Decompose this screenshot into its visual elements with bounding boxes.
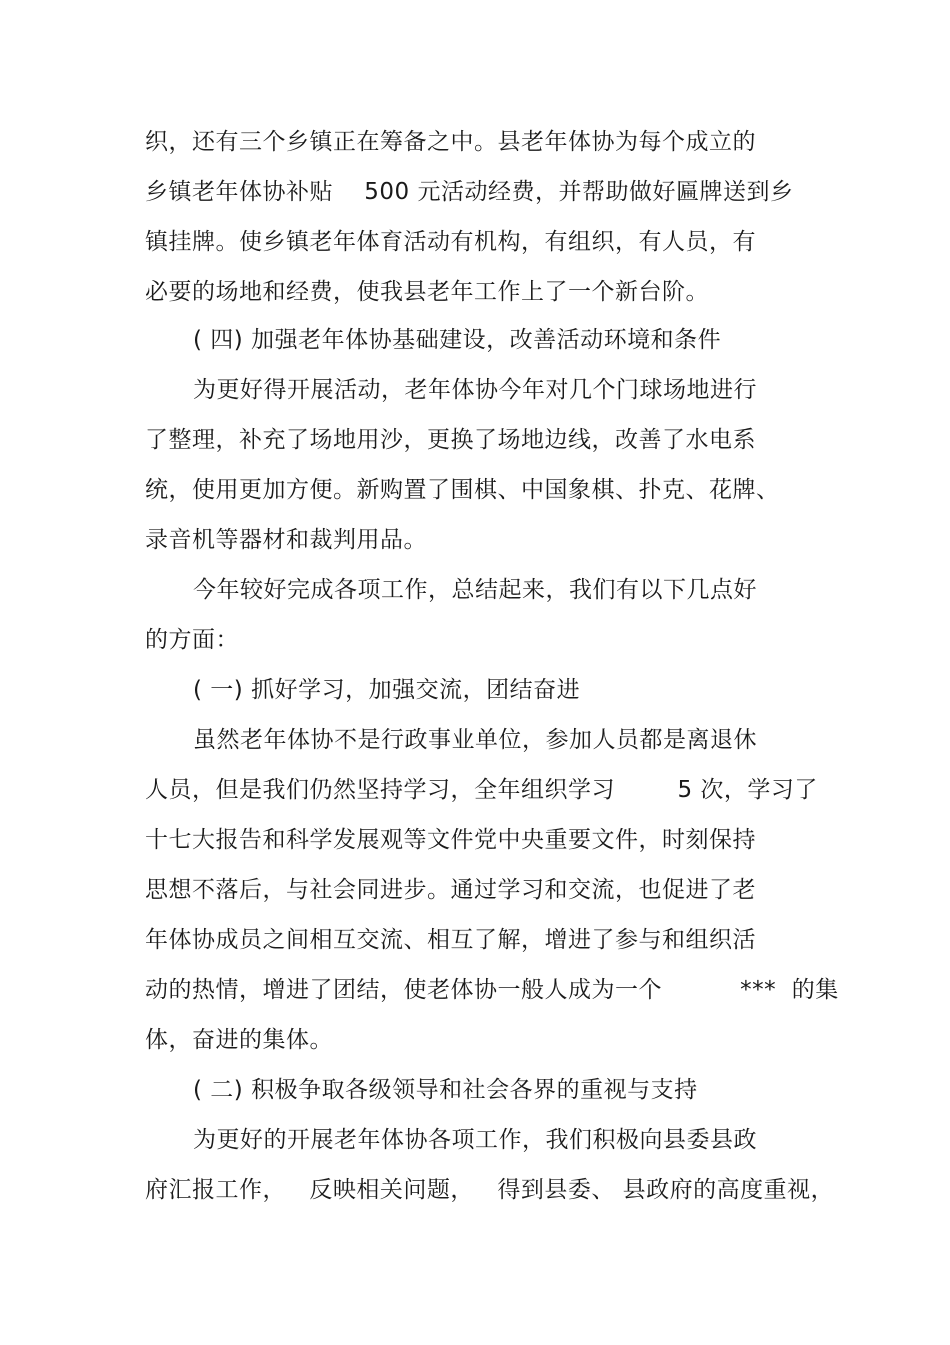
text-line-14: 人员，但是我们仍然坚持学习，全年组织学习 5 次，学习了 xyxy=(145,777,818,803)
text-line-21: 为更好的开展老年体协各项工作，我们积极向县委县政 xyxy=(193,1127,757,1153)
text-line-6: 为更好得开展活动，老年体协今年对几个门球场地进行 xyxy=(193,377,757,403)
text-line-16: 思想不落后，与社会同进步。通过学习和交流，也促进了老 xyxy=(145,877,756,903)
text-line-1: 织，还有三个乡镇正在筹备之中。县老年体协为每个成立的 xyxy=(145,129,756,155)
section-heading-1: ( 一) 抓好学习，加强交流，团结奋进 xyxy=(193,677,581,703)
text-line-10: 今年较好完成各项工作，总结起来，我们有以下几点好 xyxy=(193,577,757,603)
text-line-3: 镇挂牌。使乡镇老年体育活动有机构，有组织，有人员，有 xyxy=(145,229,756,255)
text-line-13: 虽然老年体协不是行政事业单位，参加人员都是离退休 xyxy=(193,727,757,753)
text-line-19: 体，奋进的集体。 xyxy=(145,1027,333,1053)
section-heading-4: ( 四) 加强老年体协基础建设，改善活动环境和条件 xyxy=(193,327,722,353)
text-line-8: 统，使用更加方便。新购置了围棋、中国象棋、扑克、花牌、 xyxy=(145,477,780,503)
text-line-17: 年体协成员之间相互交流、相互了解，增进了参与和组织活 xyxy=(145,927,756,953)
text-line-11: 的方面： xyxy=(145,627,239,653)
text-line-15: 十七大报告和科学发展观等文件党中央重要文件，时刻保持 xyxy=(145,827,756,853)
text-line-2: 乡镇老年体协补贴 500 元活动经费，并帮助做好匾牌送到乡 xyxy=(145,179,794,205)
text-line-7: 了整理，补充了场地用沙，更换了场地边线，改善了水电系 xyxy=(145,427,756,453)
text-line-9: 录音机等器材和裁判用品。 xyxy=(145,527,427,553)
text-line-22: 府汇报工作， 反映相关问题， 得到县委、 县政府的高度重视， xyxy=(145,1177,835,1203)
text-line-18: 动的热情，增进了团结，使老体协一般人成为一个 *** 的集 xyxy=(145,977,839,1003)
section-heading-2: ( 二) 积极争取各级领导和社会各界的重视与支持 xyxy=(193,1077,698,1103)
text-line-4: 必要的场地和经费，使我县老年工作上了一个新台阶。 xyxy=(145,279,709,305)
